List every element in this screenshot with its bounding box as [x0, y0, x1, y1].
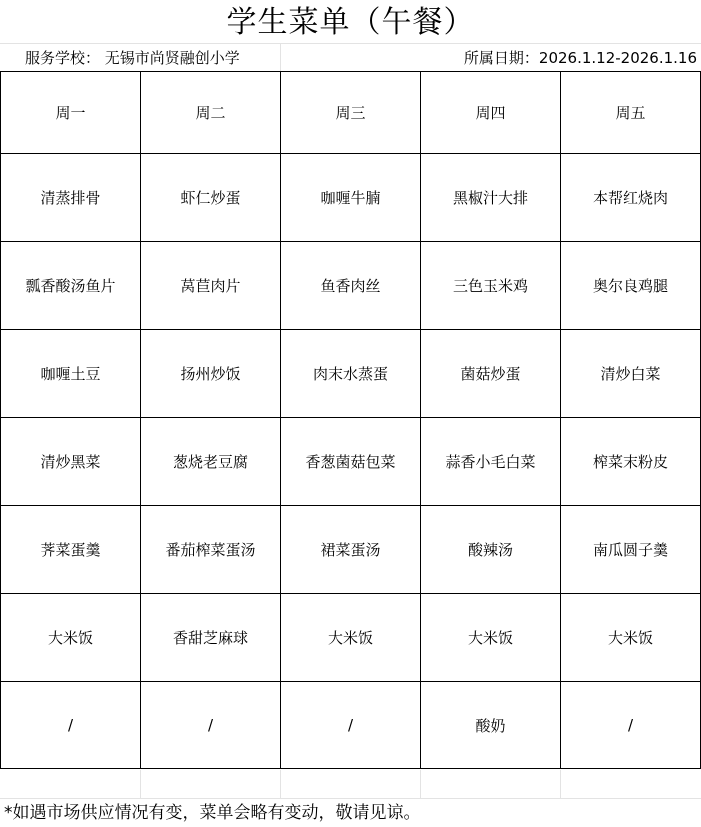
header-row — [1, 72, 701, 154]
menu-cell: 扬州炒饭 — [141, 330, 281, 418]
menu-row — [1, 330, 701, 418]
menu-row — [1, 242, 701, 330]
menu-cell: 大米饭 — [281, 594, 421, 682]
menu-cell: 黑椒汁大排 — [421, 154, 561, 242]
school-name: 无锡市尚贤融创小学 — [104, 49, 240, 67]
date-info — [464, 44, 697, 71]
menu-cell: 肉末水蒸蛋 — [281, 330, 421, 418]
menu-row — [1, 418, 701, 506]
sheet-gridline — [420, 770, 421, 799]
menu-cell: 大米饭 — [1, 594, 141, 682]
menu-cell: 荠菜蛋羹 — [1, 506, 141, 594]
menu-cell: 菌菇炒蛋 — [421, 330, 561, 418]
menu-cell: / — [1, 682, 141, 769]
menu-cell: 蒜香小毛白菜 — [421, 418, 561, 506]
menu-cell: 大米饭 — [561, 594, 701, 682]
menu-cell: 清炒黑菜 — [1, 418, 141, 506]
date-range: 2026.1.12-2026.1.16 — [538, 49, 697, 67]
menu-cell: 莴苣肉片 — [141, 242, 281, 330]
menu-cell: 香葱菌菇包菜 — [281, 418, 421, 506]
sheet-gridline — [140, 770, 141, 799]
menu-row — [1, 594, 701, 682]
menu-cell: 咖喱土豆 — [1, 330, 141, 418]
day-header-mon: 周一 — [1, 72, 141, 154]
menu-cell: 南瓜圆子羹 — [561, 506, 701, 594]
menu-cell: 裙菜蛋汤 — [281, 506, 421, 594]
school-info — [25, 44, 240, 71]
school-label: 服务学校： — [25, 49, 101, 67]
menu-cell: 榨菜末粉皮 — [561, 418, 701, 506]
date-label: 所属日期： — [463, 49, 539, 67]
day-header-thu: 周四 — [421, 72, 561, 154]
menu-cell: 酸奶 — [421, 682, 561, 769]
menu-row — [1, 154, 701, 242]
day-header-wed: 周三 — [281, 72, 421, 154]
sheet-gridline — [0, 798, 701, 799]
menu-cell: 葱烧老豆腐 — [141, 418, 281, 506]
menu-cell: 鱼香肉丝 — [281, 242, 421, 330]
menu-row — [1, 506, 701, 594]
menu-cell: 酸辣汤 — [421, 506, 561, 594]
menu-cell: 香甜芝麻球 — [141, 594, 281, 682]
sheet-gridline — [280, 770, 281, 799]
menu-cell: 本帮红烧肉 — [561, 154, 701, 242]
menu-cell: / — [281, 682, 421, 769]
menu-table — [0, 71, 701, 769]
sheet-gridline — [560, 770, 561, 799]
menu-cell: / — [141, 682, 281, 769]
menu-cell: 奥尔良鸡腿 — [561, 242, 701, 330]
menu-title: 学生菜单（午餐） — [226, 5, 475, 40]
menu-cell: 三色玉米鸡 — [421, 242, 561, 330]
sheet-gridline — [280, 44, 281, 71]
menu-row — [1, 682, 701, 769]
menu-cell: 大米饭 — [421, 594, 561, 682]
menu-cell: 清蒸排骨 — [1, 154, 141, 242]
menu-cell: 瓢香酸汤鱼片 — [1, 242, 141, 330]
footer-note: *如遇市场供应情况有变，菜单会略有变动，敬请见谅。 — [4, 803, 421, 823]
day-header-fri: 周五 — [561, 72, 701, 154]
menu-cell: / — [561, 682, 701, 769]
menu-cell: 虾仁炒蛋 — [141, 154, 281, 242]
menu-cell: 清炒白菜 — [561, 330, 701, 418]
day-header-tue: 周二 — [141, 72, 281, 154]
menu-cell: 番茄榨菜蛋汤 — [141, 506, 281, 594]
menu-cell: 咖喱牛腩 — [281, 154, 421, 242]
